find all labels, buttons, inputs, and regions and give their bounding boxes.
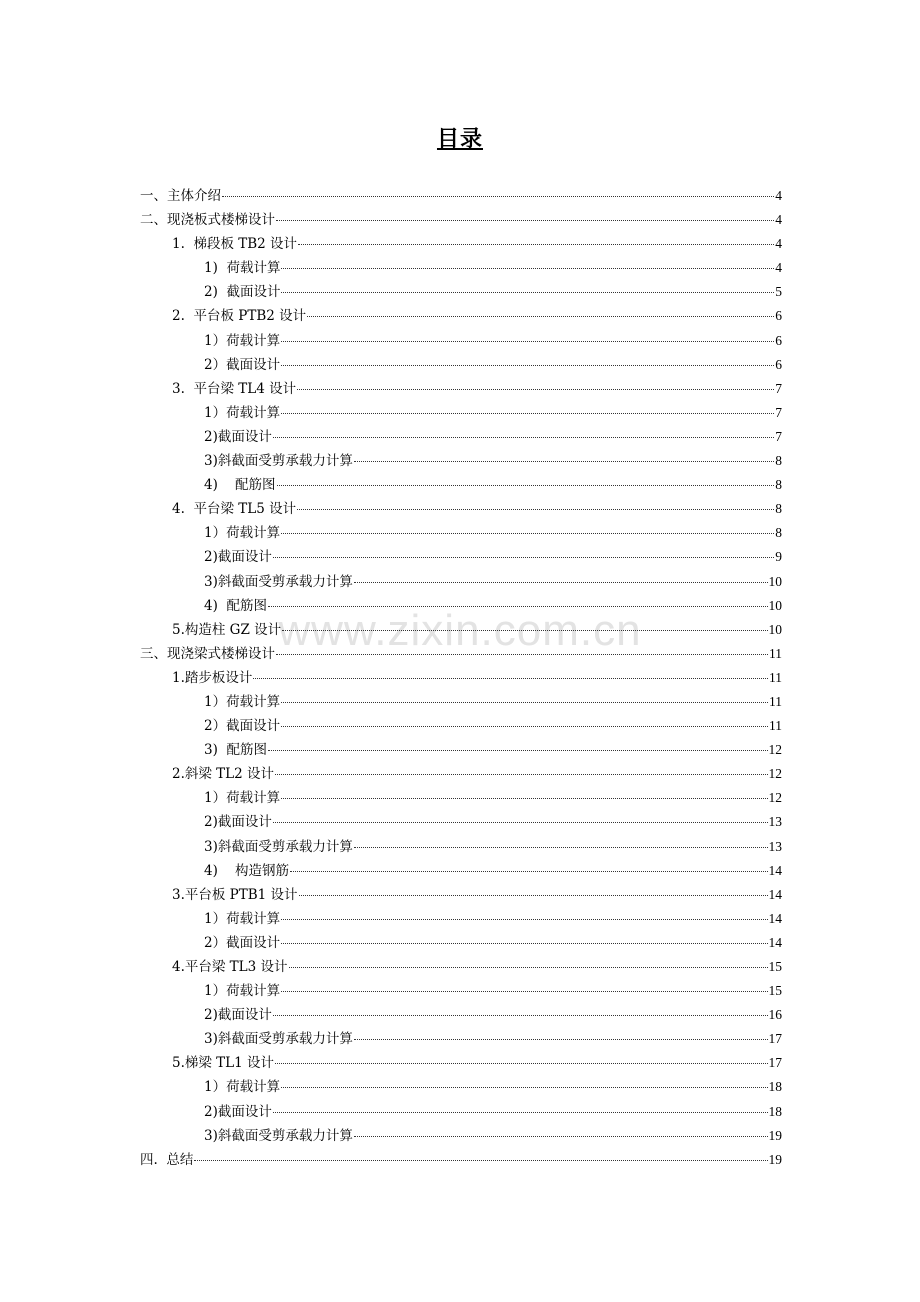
toc-entry[interactable] (140, 1148, 782, 1172)
toc-dot-leader (307, 316, 774, 317)
toc-entry[interactable] (140, 859, 782, 883)
toc-entry[interactable] (140, 907, 782, 931)
toc-entry[interactable] (140, 473, 782, 497)
toc-page-number: 11 (769, 718, 782, 734)
toc-entry[interactable] (140, 594, 782, 618)
toc-entry[interactable] (140, 304, 782, 328)
toc-page-number: 19 (768, 1127, 782, 1143)
toc-entry[interactable] (140, 931, 782, 955)
toc-page-number: 13 (768, 838, 782, 854)
toc-page-number: 7 (775, 404, 782, 420)
toc-dot-leader (281, 268, 774, 269)
toc-entry[interactable] (140, 835, 782, 859)
watermark-text: www.zixin.com.cn (278, 606, 642, 655)
toc-entry[interactable] (140, 762, 782, 786)
toc-entry[interactable] (140, 979, 782, 1003)
toc-entry[interactable] (140, 208, 782, 232)
toc-dot-leader (275, 1063, 767, 1064)
toc-dot-leader (277, 485, 775, 486)
toc-entry-title: 2)截面设计 (204, 1103, 272, 1120)
toc-page-number: 14 (768, 910, 782, 926)
toc-entry-title: 4. 平台梁 TL5 设计 (172, 501, 297, 518)
toc-entry-title: 2)截面设计 (204, 428, 272, 445)
toc-entry-title: 2. 平台板 PTB2 设计 (172, 308, 307, 325)
toc-page-number: 12 (768, 790, 782, 806)
toc-entry[interactable] (140, 690, 782, 714)
toc-entry[interactable] (140, 883, 782, 907)
toc-entry[interactable] (140, 955, 782, 979)
toc-dot-leader (273, 557, 774, 558)
toc-dot-leader (275, 774, 767, 775)
toc-dot-leader (273, 822, 768, 823)
toc-entry[interactable] (140, 786, 782, 810)
toc-entry[interactable] (140, 256, 782, 280)
toc-dot-leader (281, 413, 774, 414)
toc-entry-title: 2）截面设计 (204, 934, 281, 951)
toc-entry[interactable] (140, 449, 782, 473)
toc-entry-title: 1）荷载计算 (204, 910, 281, 927)
toc-dot-leader (222, 196, 774, 197)
toc-entry-title: 3) 配筋图 (204, 742, 267, 759)
toc-dot-leader (281, 292, 774, 293)
toc-page-number: 4 (775, 260, 782, 276)
toc-entry-title: 1) 荷载计算 (204, 260, 281, 277)
toc-dot-leader (281, 1087, 767, 1088)
toc-page-number: 6 (775, 308, 782, 324)
toc-dot-leader (354, 582, 768, 583)
toc-entry[interactable] (140, 1100, 782, 1124)
toc-entry-title: 1.踏步板设计 (172, 669, 253, 686)
toc-dot-leader (281, 919, 767, 920)
toc-dot-leader (276, 654, 768, 655)
toc-dot-leader (281, 726, 768, 727)
toc-entry-title: 2）截面设计 (204, 356, 281, 373)
toc-page-number: 8 (775, 477, 782, 493)
toc-entry-title: 4.平台梁 TL3 设计 (172, 959, 288, 975)
toc-page-number: 4 (775, 212, 782, 228)
toc-dot-leader (281, 991, 767, 992)
toc-dot-leader (299, 895, 768, 896)
toc-page-number: 11 (769, 669, 782, 685)
toc-entry-title: 3)斜截面受剪承载力计算 (204, 453, 353, 470)
toc-page-number: 17 (768, 1031, 782, 1047)
toc-entry[interactable] (140, 1124, 782, 1148)
toc-entry[interactable] (140, 232, 782, 256)
toc-page-number: 8 (775, 501, 782, 517)
toc-entry-title: 2)截面设计 (204, 549, 272, 566)
toc-entry-title: 3. 平台梁 TL4 设计 (172, 380, 297, 397)
toc-entry-title: 4) 构造钢筋 (204, 862, 290, 879)
toc-dot-leader (281, 943, 767, 944)
toc-dot-leader (298, 244, 774, 245)
toc-page-number: 19 (768, 1151, 782, 1167)
toc-page-number: 10 (768, 621, 782, 637)
toc-page-number: 8 (775, 453, 782, 469)
toc-page-number: 10 (768, 597, 782, 613)
toc-dot-leader (281, 702, 768, 703)
toc-entry[interactable] (140, 353, 782, 377)
toc-dot-leader (354, 1039, 768, 1040)
toc-entry-title: 1）荷载计算 (204, 983, 281, 1000)
toc-entry[interactable] (140, 714, 782, 738)
toc-entry-title: 1）荷载计算 (204, 790, 281, 807)
toc-entry-title: 一、主体介绍 (140, 188, 221, 204)
toc-entry-title: 1）荷载计算 (204, 693, 281, 710)
toc-dot-leader (194, 1160, 767, 1161)
page-title: 目录 (436, 127, 483, 152)
toc-entry-title: 3)斜截面受剪承载力计算 (204, 838, 353, 855)
toc-entry[interactable] (140, 1075, 782, 1099)
toc-entry-title: 3)斜截面受剪承载力计算 (204, 1031, 353, 1048)
toc-dot-leader (354, 461, 774, 462)
toc-entry[interactable] (140, 280, 782, 304)
toc-page-number: 15 (768, 983, 782, 999)
toc-entry-title: 四. 总结 (140, 1151, 194, 1168)
toc-page-number: 18 (768, 1103, 782, 1119)
toc-entry[interactable] (140, 1003, 782, 1027)
toc-dot-leader (290, 871, 767, 872)
toc-dot-leader (289, 967, 768, 968)
toc-entry[interactable] (140, 377, 782, 401)
toc-entry[interactable] (140, 329, 782, 353)
toc-entry-title: 4) 配筋图 (204, 597, 267, 614)
toc-page-number: 14 (768, 862, 782, 878)
toc-entry-title: 2)截面设计 (204, 814, 272, 831)
toc-dot-leader (354, 847, 768, 848)
toc-dot-leader (282, 630, 767, 631)
toc-dot-leader (268, 750, 768, 751)
toc-entry-title: 1）荷载计算 (204, 404, 281, 421)
toc-entry[interactable] (140, 738, 782, 762)
toc-entry-title: 5.梯梁 TL1 设计 (172, 1055, 275, 1072)
toc-entry-title: 2.斜梁 TL2 设计 (172, 766, 275, 783)
toc-page-number: 11 (769, 693, 782, 709)
toc-dot-leader (273, 1112, 768, 1113)
toc-entry-title: 1）荷载计算 (204, 525, 281, 542)
toc-page-number: 7 (775, 428, 782, 444)
toc-page-number: 6 (775, 332, 782, 348)
toc-entry[interactable] (140, 810, 782, 834)
toc-page-number: 5 (775, 284, 782, 300)
toc-entry[interactable] (140, 401, 782, 425)
toc-dot-leader (281, 365, 774, 366)
toc-page-number: 12 (768, 766, 782, 782)
toc-entry[interactable] (140, 642, 782, 666)
toc-page-number: 4 (775, 236, 782, 252)
toc-dot-leader (354, 1136, 768, 1137)
toc-page-number: 17 (768, 1055, 782, 1071)
toc-entry-title: 5.构造柱 GZ 设计 (172, 621, 282, 638)
toc-page-number: 6 (775, 356, 782, 372)
toc-page-number: 4 (775, 188, 782, 203)
toc-page-number: 12 (768, 742, 782, 758)
toc-entry[interactable] (140, 666, 782, 690)
toc-entry[interactable] (140, 425, 782, 449)
toc-entry[interactable] (140, 1027, 782, 1051)
toc-entry-title: 2）截面设计 (204, 718, 281, 735)
toc-entry-title: 三、现浇梁式楼梯设计 (140, 645, 275, 662)
toc-dot-leader (253, 678, 768, 679)
toc-page-number: 7 (775, 380, 782, 396)
toc-dot-leader (281, 341, 774, 342)
toc-entry[interactable] (140, 545, 782, 569)
toc-dot-leader (297, 509, 774, 510)
toc-entry-title: 1）荷载计算 (204, 1079, 281, 1096)
toc-entry[interactable] (140, 618, 782, 642)
toc-page-number: 8 (775, 525, 782, 541)
toc-entry-title: 3.平台板 PTB1 设计 (172, 886, 298, 903)
toc-entry-title: 3)斜截面受剪承载力计算 (204, 573, 353, 590)
toc-page-number: 14 (768, 934, 782, 950)
toc-entry[interactable] (140, 521, 782, 545)
toc-page-number: 9 (775, 549, 782, 565)
toc-entry[interactable] (140, 184, 782, 208)
toc-entry[interactable] (140, 1051, 782, 1075)
toc-dot-leader (281, 533, 774, 534)
toc-entry-title: 3)斜截面受剪承载力计算 (204, 1127, 353, 1144)
toc-page-number: 14 (768, 886, 782, 902)
toc-dot-leader (268, 606, 768, 607)
toc-entry-title: 2)截面设计 (204, 1007, 272, 1024)
table-of-contents (140, 184, 782, 1172)
toc-entry-title: 4) 配筋图 (204, 477, 276, 494)
toc-dot-leader (273, 437, 774, 438)
toc-entry-title: 二、现浇板式楼梯设计 (140, 212, 275, 229)
toc-page-number: 13 (768, 814, 782, 830)
toc-page-number: 10 (768, 573, 782, 589)
toc-page-number: 16 (768, 1007, 782, 1023)
toc-entry-title: 1）荷载计算 (204, 332, 281, 349)
toc-dot-leader (276, 220, 774, 221)
toc-entry[interactable] (140, 497, 782, 521)
toc-entry-title: 2) 截面设计 (204, 284, 281, 301)
toc-dot-leader (281, 798, 767, 799)
toc-dot-leader (273, 1015, 768, 1016)
toc-dot-leader (297, 389, 774, 390)
toc-page-number: 15 (768, 959, 782, 974)
toc-page-number: 18 (768, 1079, 782, 1095)
toc-entry-title: 1. 梯段板 TB2 设计 (172, 236, 298, 253)
toc-entry[interactable] (140, 570, 782, 594)
toc-page-number: 11 (769, 645, 782, 661)
